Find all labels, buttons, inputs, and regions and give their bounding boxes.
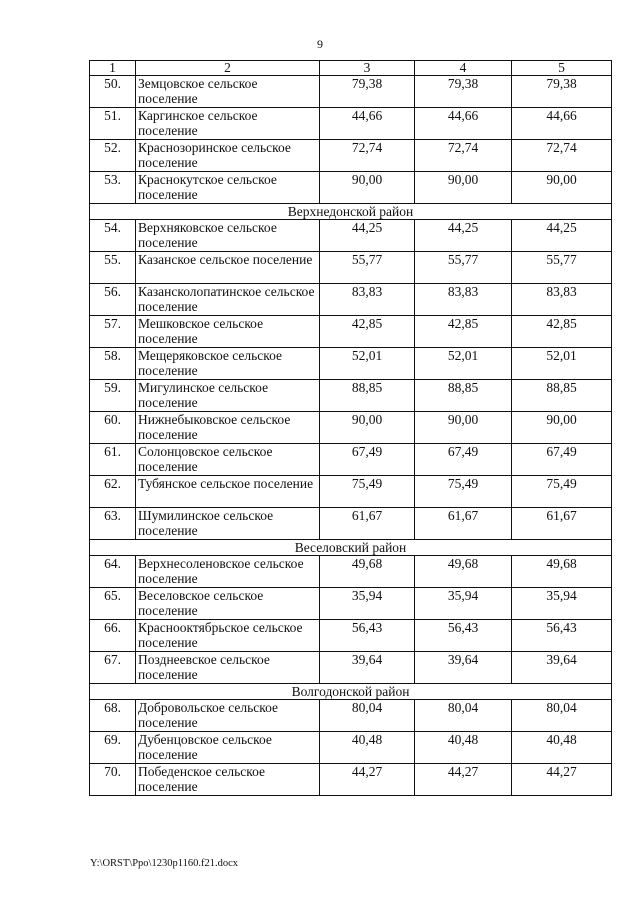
row-number: 69. <box>90 732 136 764</box>
row-number: 55. <box>90 252 136 284</box>
table-row <box>90 700 612 732</box>
value-col-3: 90,00 <box>320 412 415 444</box>
table-row <box>90 76 612 108</box>
value-col-3: 79,38 <box>320 76 415 108</box>
value-col-5: 61,67 <box>512 508 612 540</box>
value-col-5: 67,49 <box>512 444 612 476</box>
value-col-4: 90,00 <box>415 172 512 204</box>
row-number: 63. <box>90 508 136 540</box>
value-col-4: 67,49 <box>415 444 512 476</box>
value-col-3: 52,01 <box>320 348 415 380</box>
table-row <box>90 556 612 588</box>
district-section-row <box>90 684 612 700</box>
value-col-5: 72,74 <box>512 140 612 172</box>
value-col-5: 44,27 <box>512 764 612 796</box>
value-col-5: 39,64 <box>512 652 612 684</box>
value-col-3: 44,25 <box>320 220 415 252</box>
settlement-name: Мигулинское сельское поселение <box>136 380 320 412</box>
row-number: 52. <box>90 140 136 172</box>
value-col-3: 80,04 <box>320 700 415 732</box>
settlement-name: Нижнебыковское сельское поселение <box>136 412 320 444</box>
row-number: 51. <box>90 108 136 140</box>
value-col-4: 44,66 <box>415 108 512 140</box>
value-col-4: 56,43 <box>415 620 512 652</box>
table-row <box>90 444 612 476</box>
table-row <box>90 652 612 684</box>
table-row <box>90 140 612 172</box>
district-section-row <box>90 540 612 556</box>
value-col-5: 88,85 <box>512 380 612 412</box>
settlement-name: Верхнесоленовское сельское поселение <box>136 556 320 588</box>
value-col-5: 79,38 <box>512 76 612 108</box>
settlement-name: Краснозоринское сельское поселение <box>136 140 320 172</box>
value-col-4: 61,67 <box>415 508 512 540</box>
settlement-name: Солонцовское сельское поселение <box>136 444 320 476</box>
row-number: 59. <box>90 380 136 412</box>
column-header-2: 2 <box>136 61 320 76</box>
settlement-name: Победенское сельское поселение <box>136 764 320 796</box>
value-col-5: 42,85 <box>512 316 612 348</box>
table-row <box>90 620 612 652</box>
value-col-5: 52,01 <box>512 348 612 380</box>
value-col-4: 75,49 <box>415 476 512 508</box>
table-row <box>90 172 612 204</box>
settlement-name: Верхняковское сельское поселение <box>136 220 320 252</box>
row-number: 50. <box>90 76 136 108</box>
district-heading: Волгодонской район <box>90 684 612 700</box>
row-number: 64. <box>90 556 136 588</box>
column-header-5: 5 <box>512 61 612 76</box>
row-number: 53. <box>90 172 136 204</box>
value-col-5: 49,68 <box>512 556 612 588</box>
settlement-name: Краснооктябрьское сельское поселение <box>136 620 320 652</box>
table-row <box>90 108 612 140</box>
table-row <box>90 764 612 796</box>
table-row <box>90 380 612 412</box>
value-col-3: 72,74 <box>320 140 415 172</box>
settlement-name: Дубенцовское сельское поселение <box>136 732 320 764</box>
value-col-5: 44,25 <box>512 220 612 252</box>
settlement-name: Мещеряковское сельское поселение <box>136 348 320 380</box>
settlement-name: Казанское сельское поселение <box>136 252 320 284</box>
value-col-4: 80,04 <box>415 700 512 732</box>
value-col-4: 79,38 <box>415 76 512 108</box>
table-row <box>90 476 612 508</box>
settlement-name: Краснокутское сельское поселение <box>136 172 320 204</box>
value-col-5: 40,48 <box>512 732 612 764</box>
row-number: 68. <box>90 700 136 732</box>
value-col-4: 35,94 <box>415 588 512 620</box>
table-row <box>90 412 612 444</box>
row-number: 54. <box>90 220 136 252</box>
table-row <box>90 316 612 348</box>
value-col-5: 90,00 <box>512 172 612 204</box>
value-col-5: 44,66 <box>512 108 612 140</box>
table-row <box>90 220 612 252</box>
settlement-name: Веселовское сельское поселение <box>136 588 320 620</box>
settlement-name: Тубянское сельское поселение <box>136 476 320 508</box>
value-col-3: 75,49 <box>320 476 415 508</box>
district-heading: Веселовский район <box>90 540 612 556</box>
district-heading: Верхнедонской район <box>90 204 612 220</box>
column-header-4: 4 <box>415 61 512 76</box>
row-number: 56. <box>90 284 136 316</box>
value-col-4: 39,64 <box>415 652 512 684</box>
row-number: 65. <box>90 588 136 620</box>
value-col-4: 90,00 <box>415 412 512 444</box>
settlements-table <box>89 60 612 796</box>
table-body <box>90 61 612 796</box>
column-header-1: 1 <box>90 61 136 76</box>
row-number: 58. <box>90 348 136 380</box>
value-col-4: 88,85 <box>415 380 512 412</box>
settlement-name: Позднеевское сельское поселение <box>136 652 320 684</box>
value-col-3: 56,43 <box>320 620 415 652</box>
value-col-4: 52,01 <box>415 348 512 380</box>
value-col-3: 83,83 <box>320 284 415 316</box>
value-col-3: 49,68 <box>320 556 415 588</box>
row-number: 60. <box>90 412 136 444</box>
page-number: 9 <box>317 37 323 51</box>
value-col-3: 44,66 <box>320 108 415 140</box>
row-number: 66. <box>90 620 136 652</box>
value-col-3: 90,00 <box>320 172 415 204</box>
file-path-footer: Y:\ORST\Ppo\1230p1160.f21.docx <box>90 858 238 869</box>
row-number: 62. <box>90 476 136 508</box>
value-col-3: 88,85 <box>320 380 415 412</box>
value-col-4: 55,77 <box>415 252 512 284</box>
table-row <box>90 508 612 540</box>
value-col-3: 61,67 <box>320 508 415 540</box>
value-col-5: 90,00 <box>512 412 612 444</box>
settlement-name: Земцовское сельское поселение <box>136 76 320 108</box>
table-row <box>90 348 612 380</box>
table-row <box>90 732 612 764</box>
header-row <box>90 61 612 76</box>
row-number: 57. <box>90 316 136 348</box>
value-col-4: 42,85 <box>415 316 512 348</box>
district-section-row <box>90 204 612 220</box>
value-col-4: 49,68 <box>415 556 512 588</box>
settlement-name: Казансколопатинское сельское поселение <box>136 284 320 316</box>
value-col-4: 83,83 <box>415 284 512 316</box>
column-header-3: 3 <box>320 61 415 76</box>
value-col-3: 55,77 <box>320 252 415 284</box>
value-col-3: 42,85 <box>320 316 415 348</box>
value-col-4: 40,48 <box>415 732 512 764</box>
table-row <box>90 588 612 620</box>
settlement-name: Каргинское сельское поселение <box>136 108 320 140</box>
row-number: 70. <box>90 764 136 796</box>
table-row <box>90 252 612 284</box>
value-col-3: 39,64 <box>320 652 415 684</box>
value-col-5: 35,94 <box>512 588 612 620</box>
value-col-5: 80,04 <box>512 700 612 732</box>
value-col-3: 40,48 <box>320 732 415 764</box>
table-row <box>90 284 612 316</box>
value-col-5: 56,43 <box>512 620 612 652</box>
settlement-name: Добровольское сельское поселение <box>136 700 320 732</box>
value-col-4: 44,25 <box>415 220 512 252</box>
row-number: 61. <box>90 444 136 476</box>
value-col-3: 35,94 <box>320 588 415 620</box>
settlement-name: Шумилинское сельское поселение <box>136 508 320 540</box>
settlement-name: Мешковское сельское поселение <box>136 316 320 348</box>
value-col-4: 72,74 <box>415 140 512 172</box>
row-number: 67. <box>90 652 136 684</box>
value-col-3: 67,49 <box>320 444 415 476</box>
value-col-4: 44,27 <box>415 764 512 796</box>
value-col-5: 55,77 <box>512 252 612 284</box>
value-col-3: 44,27 <box>320 764 415 796</box>
value-col-5: 83,83 <box>512 284 612 316</box>
value-col-5: 75,49 <box>512 476 612 508</box>
